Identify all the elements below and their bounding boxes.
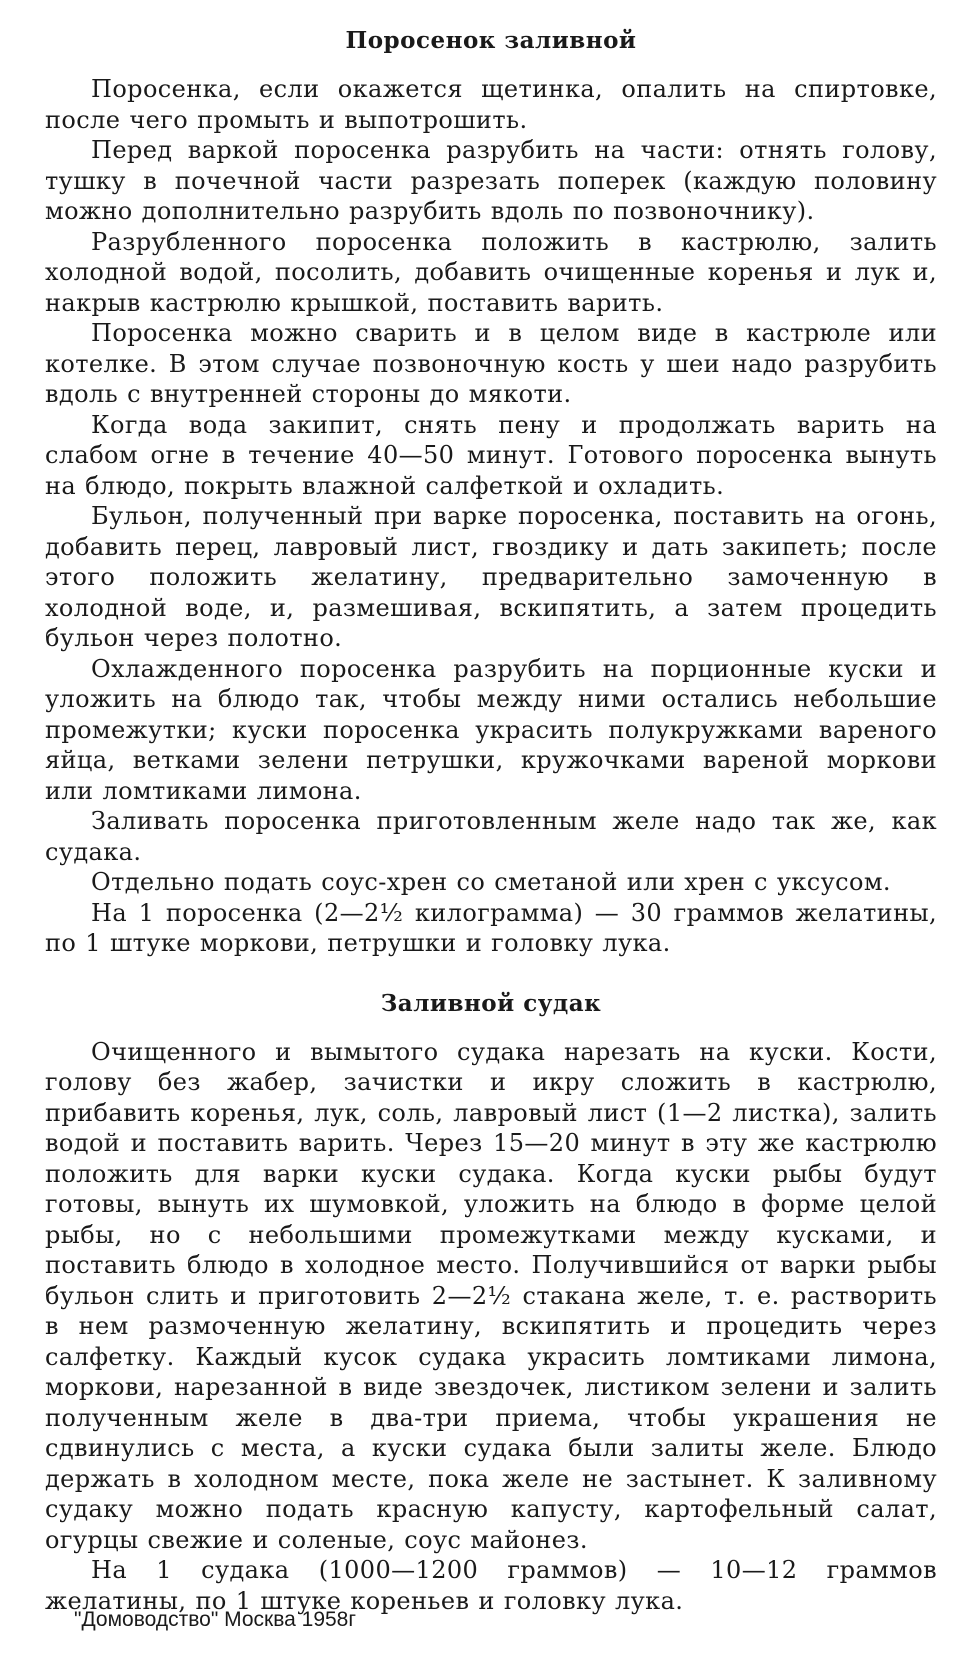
- recipe-paragraph: Охлажденного поросенка разрубить на порционные куски и уложить на блюдо так, чтобы между ними остались небольшие промежутки; куски поросенка украсить полукружками вареного яйца, ветками зелени петрушки, кружочками вареной моркови или ломтиками лимона.: [45, 654, 937, 805]
- recipe-paragraph: Отдельно подать соус-хрен со сметаной или хрен с уксусом.: [91, 868, 891, 896]
- recipe-paragraph: Когда вода закипит, снять пену и продолжать варить на слабом огне в течение 40—50 минут. Готового поросенка вынуть на блюдо, покрыть влажной салфеткой и охладить.: [45, 410, 937, 500]
- recipe-ingredients: На 1 судака (1000—1200 граммов) — 10—12 граммов желатины, по 1 штуке кореньев и головку лука.: [45, 1556, 937, 1615]
- recipe-paragraph: Заливать поросенка приготовленным желе надо так же, как судака.: [45, 807, 937, 866]
- recipe-jellied-pike-perch: [45, 989, 937, 1617]
- recipe-jellied-piglet: [45, 26, 937, 959]
- recipe-paragraph: Перед варкой поросенка разрубить на части: отнять голову, тушку в почечной части разрезать поперек (каждую половину можно дополнительно разрубить вдоль по позвоночнику).: [45, 136, 937, 225]
- source-caption: "Домоводство" Москва 1958г: [74, 1608, 357, 1631]
- recipe-paragraph: Разрубленного поросенка положить в кастрюлю, залить холодной водой, посолить, добавить очищенные коренья и лук и, накрыв кастрюлю крышкой, поставить варить.: [45, 227, 937, 317]
- recipe-paragraph: Поросенка можно сварить и в целом виде в кастрюле или котелке. В этом случае позвоночную кость у шеи надо разрубить вдоль с внутренней стороны до мякоти.: [45, 319, 937, 408]
- recipe-ingredients: На 1 поросенка (2—2½ килограмма) — 30 граммов желатины, по 1 штуке моркови, петрушки и головку лука.: [45, 898, 937, 957]
- cookbook-page: [45, 26, 937, 1616]
- recipe-paragraph: Очищенного и вымытого судака нарезать на куски. Кости, голову без жабер, зачистки и икру сложить в кастрюлю, прибавить коренья, лук, соль, лавровый лист (1—2 листка), залить водой и поставить варить. Через 15—20 минут в эту же кастрюлю положить для варки куски судака. Когда куски рыбы будут готовы, вынуть их шумовкой, уложить на блюдо в форме целой рыбы, но с небольшими промежутками между кусками, и поставить блюдо в холодное место. Получившийся от варки рыбы бульон слить и приготовить 2—2½ стакана желе, т. е. растворить в нем размоченную желатину, вскипятить и процедить через салфетку. Каждый кусок судака украсить ломтиками лимона, моркови, нарезанной в виде звездочек, листиком зелени и залить полученным желе в два-три приема, чтобы украшения не сдвинулись с места, а куски судака были залиты желе. Блюдо держать в холодном месте, пока желе не застынет. К заливному судаку можно подать красную капусту, картофельный салат, огурцы свежие и соленые, соус майонез.: [45, 1037, 937, 1554]
- recipe-title: Заливной судак: [380, 989, 602, 1017]
- recipe-paragraph: Поросенка, если окажется щетинка, опалить на спиртовке, после чего промыть и выпотрошить.: [45, 75, 937, 134]
- recipe-paragraph: Бульон, полученный при варке поросенка, поставить на огонь, добавить перец, лавровый лист, гвоздику и дать закипеть; после этого положить желатину, предварительно замоченную в холодной воде, и, размешивая, вскипятить, а затем процедить бульон через полотно.: [45, 502, 937, 652]
- recipe-title: Поросенок заливной: [345, 27, 637, 54]
